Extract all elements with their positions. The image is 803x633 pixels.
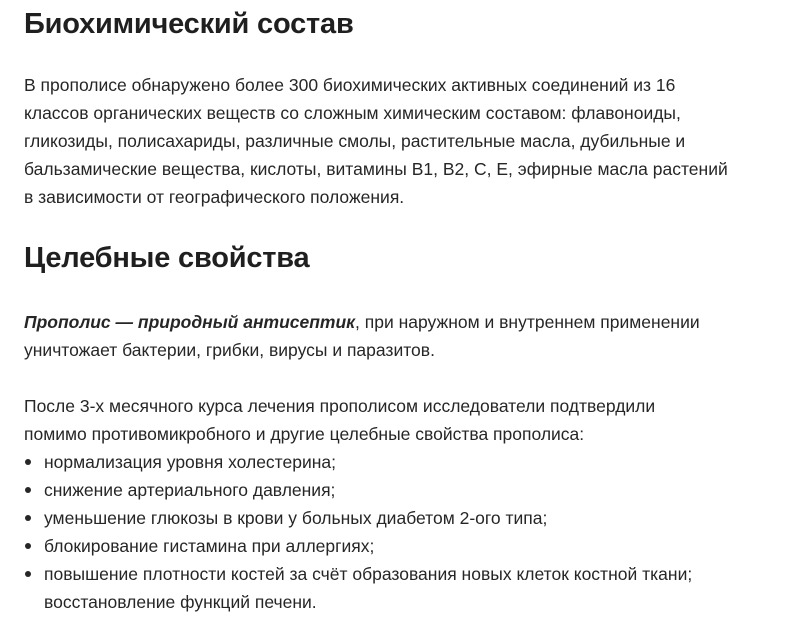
biochemical-paragraph [24, 71, 784, 211]
paragraph-line: гликозиды, полисахариды, различные смолы, растительные масла, дубильные и [24, 131, 686, 151]
course-paragraph [24, 392, 784, 448]
list-item [24, 448, 784, 476]
paragraph-line: уничтожает бактерии, грибки, вирусы и паразитов. [24, 340, 435, 360]
list-item-text: нормализация уровня холестерина; [44, 452, 337, 472]
bullet-dot [25, 487, 31, 493]
bullet-dot [25, 459, 31, 465]
emphasized-lead: Прополис — природный антисептик [24, 312, 356, 332]
list-item-text: блокирование гистамина при аллергиях; [44, 536, 375, 556]
list-item-text: повышение плотности костей за счёт образования новых клеток костной ткани; [44, 564, 693, 584]
heading-healing-properties: Целебные свойства [24, 242, 310, 274]
list-item [24, 504, 784, 532]
paragraph-line: классов органических веществ со сложным химическим составом: флавоноиды, [24, 103, 681, 123]
benefits-list [24, 448, 784, 616]
bullet-dot [25, 515, 31, 521]
paragraph-line: помимо противомикробного и другие целебные свойства прополиса: [24, 424, 585, 444]
paragraph-line: в зависимости от географического положения. [24, 187, 405, 207]
paragraph-line: После 3-х месячного курса лечения прополисом исследователи подтвердили [24, 396, 656, 416]
list-item-text: снижение артериального давления; [44, 480, 336, 500]
heading-biochemical-composition: Биохимический состав [24, 8, 354, 40]
list-item-text: уменьшение глюкозы в крови у больных диабетом 2-ого типа; [44, 508, 548, 528]
paragraph-line: бальзамические вещества, кислоты, витамины B1, B2, C, E, эфирные масла растений [24, 159, 728, 179]
list-item [24, 560, 784, 616]
list-item [24, 476, 784, 504]
paragraph-line: В прополисе обнаружено более 300 биохимических активных соединений из 16 [24, 75, 676, 95]
bullet-dot [25, 571, 31, 577]
propolis-antiseptic-paragraph [24, 308, 784, 364]
list-item-continuation: восстановление функций печени. [44, 592, 317, 612]
list-item [24, 532, 784, 560]
bullet-dot [25, 543, 31, 549]
paragraph-text: , при наружном и внутреннем применении [355, 312, 700, 332]
